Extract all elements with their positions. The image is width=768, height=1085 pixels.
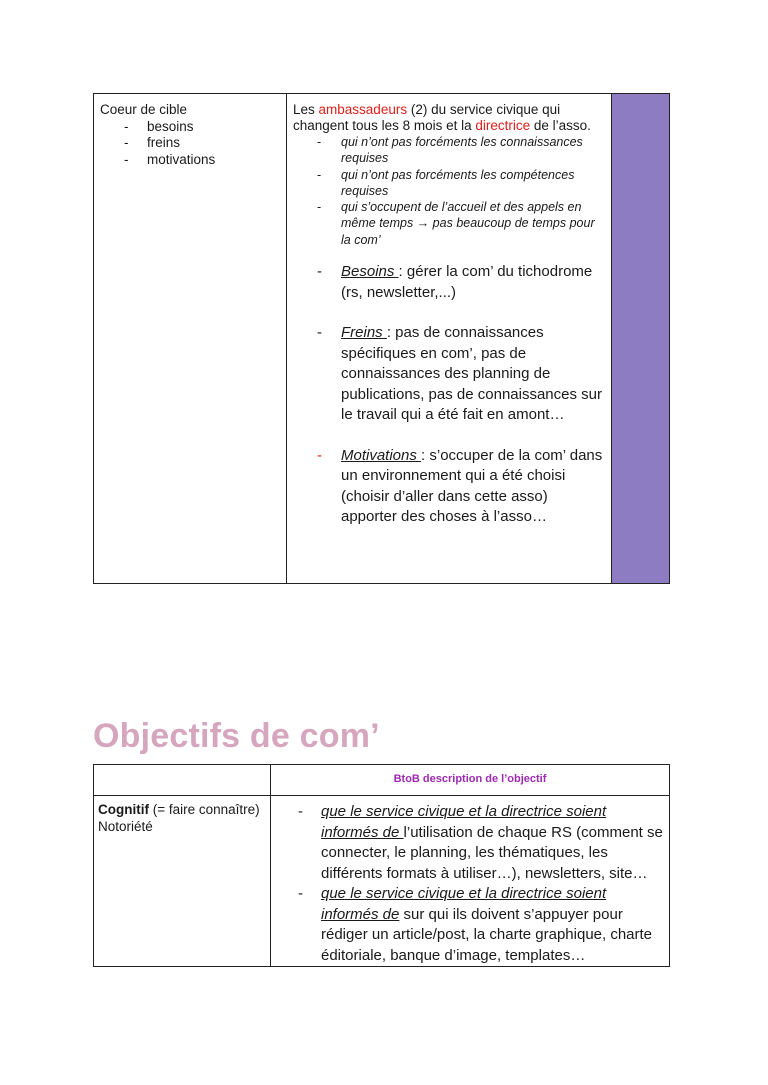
list-item: - qui n’ont pas forcéments les connaissances requises [317, 134, 607, 167]
list-item: - qui n’ont pas forcéments les compétences requises [317, 167, 607, 200]
objectives-header-row [94, 765, 669, 796]
section-term: Besoins [341, 263, 399, 281]
objective-label [98, 802, 266, 819]
objectives-header-cell: BtoB description de l’objectif [393, 773, 547, 785]
table-row [94, 796, 669, 966]
objective-underlined: que le service civique et la directrice soient informés de [321, 803, 607, 841]
intro-text: Les [293, 102, 319, 117]
section-freins [317, 323, 607, 426]
target-description-cell [287, 94, 612, 583]
intro-text: (2) du service civique qui changent tous les 8 mois et la [293, 102, 561, 133]
list-item: - freins [124, 135, 280, 152]
intro-text: de l’asso. [530, 118, 591, 133]
target-criteria-list [100, 119, 280, 169]
needs-brakes-motivations-list [293, 262, 607, 528]
constraints-list [293, 134, 607, 248]
section-besoins [317, 262, 607, 303]
list-item: - besoins [124, 119, 280, 136]
accent-color-cell [612, 94, 669, 583]
section-text: : s’occuper de la com’ dans un environnement qui a été choisi (choisir d’aller dans cette asso) apporter des choses à l’asso… [341, 446, 603, 526]
section-motivations [317, 446, 607, 528]
section-term: Freins [341, 324, 387, 342]
section-text: : pas de connaissances spécifiques en com’, pas de connaissances des planning de publications, pas de connaissances sur le travail qui a été fait en amont… [341, 324, 602, 424]
target-intro [293, 102, 607, 134]
section-text: : gérer la com’ du tichodrome (rs, newsletter,...) [341, 263, 593, 301]
objective-underlined: que le service civique et la directrice soient informés de [321, 885, 607, 923]
empty-header-cell [94, 765, 271, 795]
objective-type-note: (= faire connaître) [148, 802, 260, 817]
objective-type: Cognitif [98, 802, 149, 817]
objectives-table [93, 764, 670, 967]
list-item: - qui s’occupent de l’accueil et des appels en même temps → pas beaucoup de temps pour la com’ [317, 199, 607, 248]
highlight-directrice: directrice [475, 118, 531, 133]
objective-description-cell [271, 796, 669, 966]
highlight-ambassadeurs: ambassadeurs [318, 102, 408, 117]
target-label-cell [94, 94, 287, 583]
section-term: Motivations [341, 446, 422, 464]
objective-subtype: Notoriété [98, 818, 153, 834]
objective-label-cell [94, 796, 271, 966]
objective-items-list [271, 802, 665, 966]
list-item: - motivations [124, 152, 280, 169]
list-item [298, 802, 665, 884]
section-heading: Objectifs de com’ [93, 717, 380, 755]
objective-text: l’utilisation de chaque RS (comment se connecter, le planning, les thématiques, les différents formats à utiliser…), newsletters, site… [321, 823, 663, 882]
list-item [298, 884, 665, 966]
target-title: Coeur de cible [100, 102, 188, 117]
objective-text: sur qui ils doivent s’appuyer pour rédiger un article/post, la charte graphique, charte éditoriale, banque d’image, templates… [321, 905, 653, 964]
target-audience-table [93, 93, 670, 584]
